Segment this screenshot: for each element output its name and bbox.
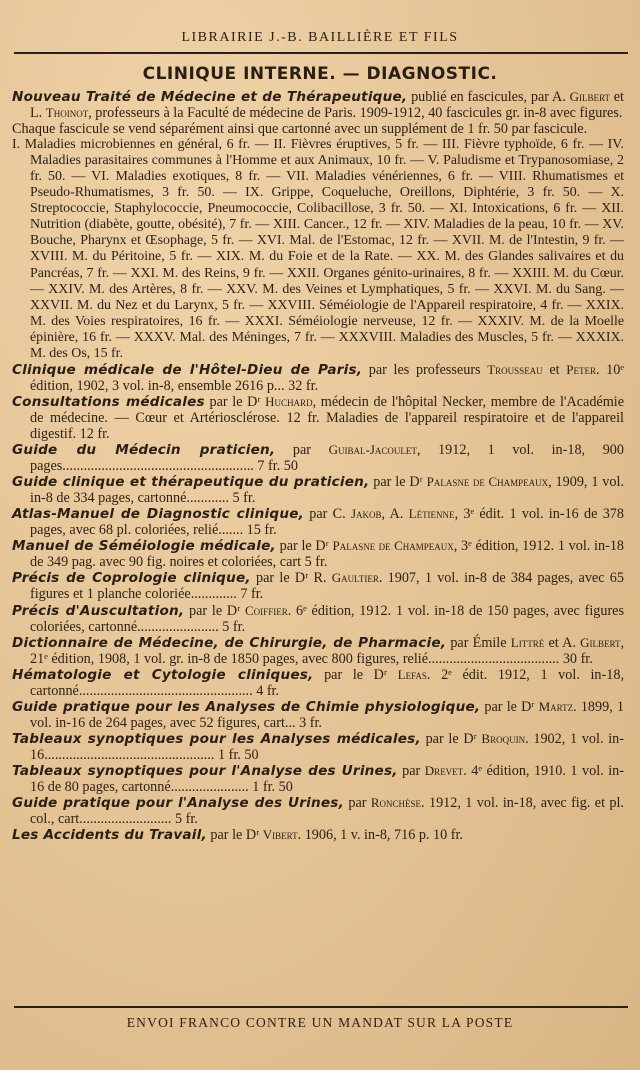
- book-title: Nouveau Traité de Médecine et de Thérapeutique,: [12, 89, 408, 105]
- entry-text: par le Dʳ: [313, 666, 398, 683]
- catalogue-entry: [12, 474, 624, 506]
- price: 5 fr.: [304, 554, 328, 571]
- book-title: Guide du Médecin praticien,: [12, 442, 276, 459]
- author-name: Jakob: [350, 506, 382, 522]
- entry-text: , médecin de l'hôpital Necker, membre de l'Académie de médecine. — Cœur et Artériosclérose. 12 fr. Maladies de l'appareil respiratoire et de l'appareil digestif.: [30, 393, 624, 442]
- book-title: Tableaux synoptiques pour l'Analyse des Urines,: [12, 762, 398, 779]
- author-name: Huchard: [265, 393, 313, 409]
- book-title: Consultations médicales: [12, 393, 205, 410]
- price: 12 fr.: [79, 425, 110, 442]
- entry-text: , 21ᵉ édition, 1908, 1 vol. gr. in-8 de 1850 pages, avec 800 figures, relié.....................................: [30, 634, 625, 667]
- author-name: Drevet: [424, 762, 464, 778]
- price: 5 fr.: [222, 618, 246, 635]
- author-name: Peter: [566, 361, 596, 377]
- book-title: Hématologie et Cytologie cliniques,: [12, 666, 314, 683]
- entry-text: , 1912, 1 vol. in-18, 900 pages......................................................: [30, 442, 624, 475]
- section-title: CLINIQUE INTERNE. — DIAGNOSTIC.: [142, 64, 498, 84]
- price: 30 fr.: [562, 650, 593, 667]
- entry-text: et L.: [30, 89, 624, 122]
- author-name: Gilbert: [580, 634, 621, 650]
- catalogue-entry: [12, 635, 624, 667]
- entry-text: par le Dʳ: [480, 698, 539, 715]
- entry-text: . 1912, 1 vol. in-18, avec fig. et pl. col., cart..........................: [30, 795, 624, 828]
- entry-text: . 6ᵉ édition, 1912. 1 vol. in-18 de 150 pages, avec figures coloriées, cartonné.......................: [30, 602, 624, 635]
- entry-text: par C.: [304, 506, 351, 523]
- entry-text: par: [397, 762, 425, 779]
- entry-text: , professeurs à la Faculté de médecine de Paris. 1909-1912, 40 fascicules gr. in-8 avec figures.: [88, 105, 623, 122]
- entry-text: . 1906, 1 v. in-8, 716 p.: [297, 827, 430, 844]
- book-title: Tableaux synoptiques pour les Analyses médicales,: [12, 730, 421, 747]
- entry-text: par: [275, 442, 329, 459]
- author-name: Guibal-Jacoulet: [328, 442, 417, 458]
- catalogue-entry: [12, 763, 624, 795]
- catalogue-entry: [12, 394, 624, 442]
- book-title: Guide clinique et thérapeutique du praticien,: [12, 474, 370, 491]
- entry-text: . 2ᵉ édit. 1912, 1 vol. in-18, cartonné.................................................: [30, 666, 624, 699]
- entry-text: . 1902, 1 vol. in-16................................................: [30, 730, 624, 763]
- catalogue-entry: [12, 667, 624, 699]
- entry-text: par le Dʳ: [275, 538, 333, 555]
- entry-text: . 4ᵉ édition, 1910. 1 vol. in-16 de 80 pages, cartonné......................: [30, 762, 624, 796]
- entry-text: par Émile: [446, 634, 511, 651]
- author-name: Palasne de Champeaux: [426, 474, 549, 490]
- author-name: Lefas: [397, 666, 427, 682]
- book-title: Précis de Coprologie clinique,: [12, 570, 251, 587]
- catalogue-body: [12, 89, 624, 843]
- book-title: Manuel de Séméiologie médicale,: [12, 538, 276, 555]
- author-name: Littré: [510, 634, 545, 650]
- author-name: Gaultier: [331, 570, 379, 586]
- entry-text: par le Dʳ: [204, 393, 266, 410]
- author-name: Martz: [538, 698, 574, 714]
- entry-text: , 1909, 1 vol. in-8 de 334 pages, cartonné............: [30, 474, 624, 507]
- book-title: Dictionnaire de Médecine, de Chirurgie, de Pharmacie,: [12, 634, 447, 651]
- entry-text: par le Dʳ: [184, 602, 246, 619]
- entry-text: et: [542, 361, 567, 378]
- price: 1 fr. 50: [252, 779, 293, 796]
- entry-text: par le Dʳ: [420, 730, 482, 747]
- entry-text: . 1899, 1 vol. in-16 de 264 pages, avec 52 figures, cart...: [30, 698, 625, 731]
- catalogue-entry: [12, 603, 624, 635]
- price: 10 fr.: [433, 827, 463, 844]
- catalogue-entry: [12, 442, 624, 474]
- author-name: Gilbert: [569, 89, 610, 104]
- catalogue-entry: [12, 89, 624, 121]
- price: 5 fr.: [175, 811, 198, 828]
- author-name: Coiffier: [245, 602, 288, 618]
- price: 5 fr.: [232, 490, 256, 507]
- catalogue-entry: [12, 506, 624, 538]
- author-name: Palasne de Champeaux: [332, 538, 454, 554]
- entry-text: par: [343, 795, 371, 812]
- entry-text: . 10ᵉ édition, 1902, 3 vol. in-8, ensemble 2616 p...: [30, 361, 624, 394]
- price: 1 fr. 50: [217, 746, 259, 763]
- entry-text: , 3ᵉ édit. 1 vol. in-16 de 378 pages, avec 68 pl. coloriées, relié.......: [30, 506, 624, 539]
- price: 7 fr.: [240, 586, 264, 603]
- book-title: Guide pratique pour l'Analyse des Urines,: [12, 795, 344, 812]
- author-name: Létienne: [408, 506, 455, 522]
- catalogue-entry: [12, 570, 624, 602]
- fascicule-list: I. Maladies microbiennes en général, 6 fr. — II. Fièvres éruptives, 5 fr. — III. Fièvre typhoïde, 6 fr. — IV. Maladies parasitaires communes à l'Homme et aux Animaux, 10 fr. — V. Paludisme et Trypanosomiase, 2 fr. 50. — VI. Maladies exotiques, 8 fr. — VII. Maladies vénériennes, 6 fr. — VIII. Rhumatismes et Pseudo-Rhumatismes, 3 fr. 50. — IX. Grippe, Coqueluche, Oreillons, Diphtérie, 3 fr. 50. — X. Streptococcie, Staphylococcie, Pneumococcie, Colibacillose, 3 fr. 50. — XI. Intoxications, 6 fr. — XII. Nutrition (diabète, goutte, obésité), 7 fr. — XIII. Cancer., 12 fr. — XIV. Maladies de la peau, 10 fr. — XV. Bouche, Pharynx et Œsophage, 5 fr. — XVI. Mal. de l'Estomac, 12 fr. — XVII. M. de l'Intestin, 9 fr. — XVIII. M. du Péritoine, 5 fr. — XIX. M. du Foie et de la Rate. — XX. M. des Glandes salivaires et du Pancréas, 7 fr. — XXI. M. des Reins, 9 fr. — XXII. Organes génito-urinaires, 8 fr. — XXIII. M. du Cœur. — XXIV. M. des Artères, 8 fr. — XXV. M. des Veines et Lymphatiques, 5 fr. — XXVI. M. du Sang. — XXVII. M. du Nez et du Larynx, 5 fr. — XXVIII. Séméiologie de l'Appareil respiratoire, 4 fr. — XXIX. M. des Voies respiratoires, 16 fr. — XXXI. Séméiologie nerveuse, 12 fr. — XXXIV. M. de la Moelle épinière, 16 fr. — XXXV. Mal. des Méninges, 7 fr. — XXXVIII. Maladies des Muscles, 5 fr. — XXXIX. M. des Os, 15 fr.: [12, 137, 624, 361]
- catalogue-entry: [12, 795, 624, 827]
- footer-notice: ENVOI FRANCO CONTRE UN MANDAT SUR LA POSTE: [126, 1015, 514, 1030]
- entry-text: et A.: [544, 634, 581, 651]
- price: 32 fr.: [288, 377, 319, 394]
- entry-text: publié en fascicules, par A.: [407, 89, 570, 105]
- price: 3 fr.: [299, 714, 322, 731]
- entry-text: par le Dʳ: [369, 474, 427, 491]
- catalogue-entry: [12, 538, 624, 570]
- author-name: Thoinot: [45, 105, 89, 121]
- bottom-rule: [14, 1006, 628, 1008]
- fascicule-note: Chaque fascicule se vend séparément ainsi que cartonné avec un supplément de 1 fr. 50 par fascicule.: [12, 121, 588, 138]
- entry-text: . 1907, 1 vol. in-8 de 384 pages, avec 65 figures et 1 planche coloriée.............: [30, 570, 624, 603]
- author-name: Ronchèse: [370, 795, 422, 811]
- book-title: Atlas-Manuel de Diagnostic clinique,: [12, 506, 304, 523]
- entry-text: par le Dʳ R.: [250, 570, 332, 587]
- author-name: Broquin: [481, 730, 526, 746]
- catalogue-entry: [12, 827, 624, 843]
- author-name: Trousseau: [487, 361, 543, 377]
- book-title: Guide pratique pour les Analyses de Chimie physiologique,: [12, 698, 481, 715]
- price: 4 fr.: [256, 682, 280, 699]
- price: 7 fr. 50: [257, 458, 298, 475]
- entry-text: par le Dʳ: [206, 827, 263, 844]
- book-title: Précis d'Auscultation,: [12, 602, 185, 619]
- price: 15 fr.: [246, 522, 277, 539]
- entry-text: par les professeurs: [362, 361, 488, 378]
- entry-text: , 3ᵉ édition, 1912. 1 vol. in-18 de 349 pag. avec 90 fig. noires et coloriées, cart: [30, 538, 625, 571]
- author-name: Vibert: [262, 827, 298, 843]
- entry-text: , A.: [381, 506, 409, 523]
- book-title: Les Accidents du Travail,: [12, 827, 207, 844]
- running-head: LIBRAIRIE J.-B. BAILLIÈRE ET FILS: [181, 30, 459, 45]
- catalogue-entry: [12, 362, 624, 394]
- catalogue-entry: [12, 699, 624, 731]
- book-title: Clinique médicale de l'Hôtel-Dieu de Paris,: [12, 361, 363, 378]
- catalogue-entry: [12, 731, 624, 763]
- top-rule: [14, 52, 628, 54]
